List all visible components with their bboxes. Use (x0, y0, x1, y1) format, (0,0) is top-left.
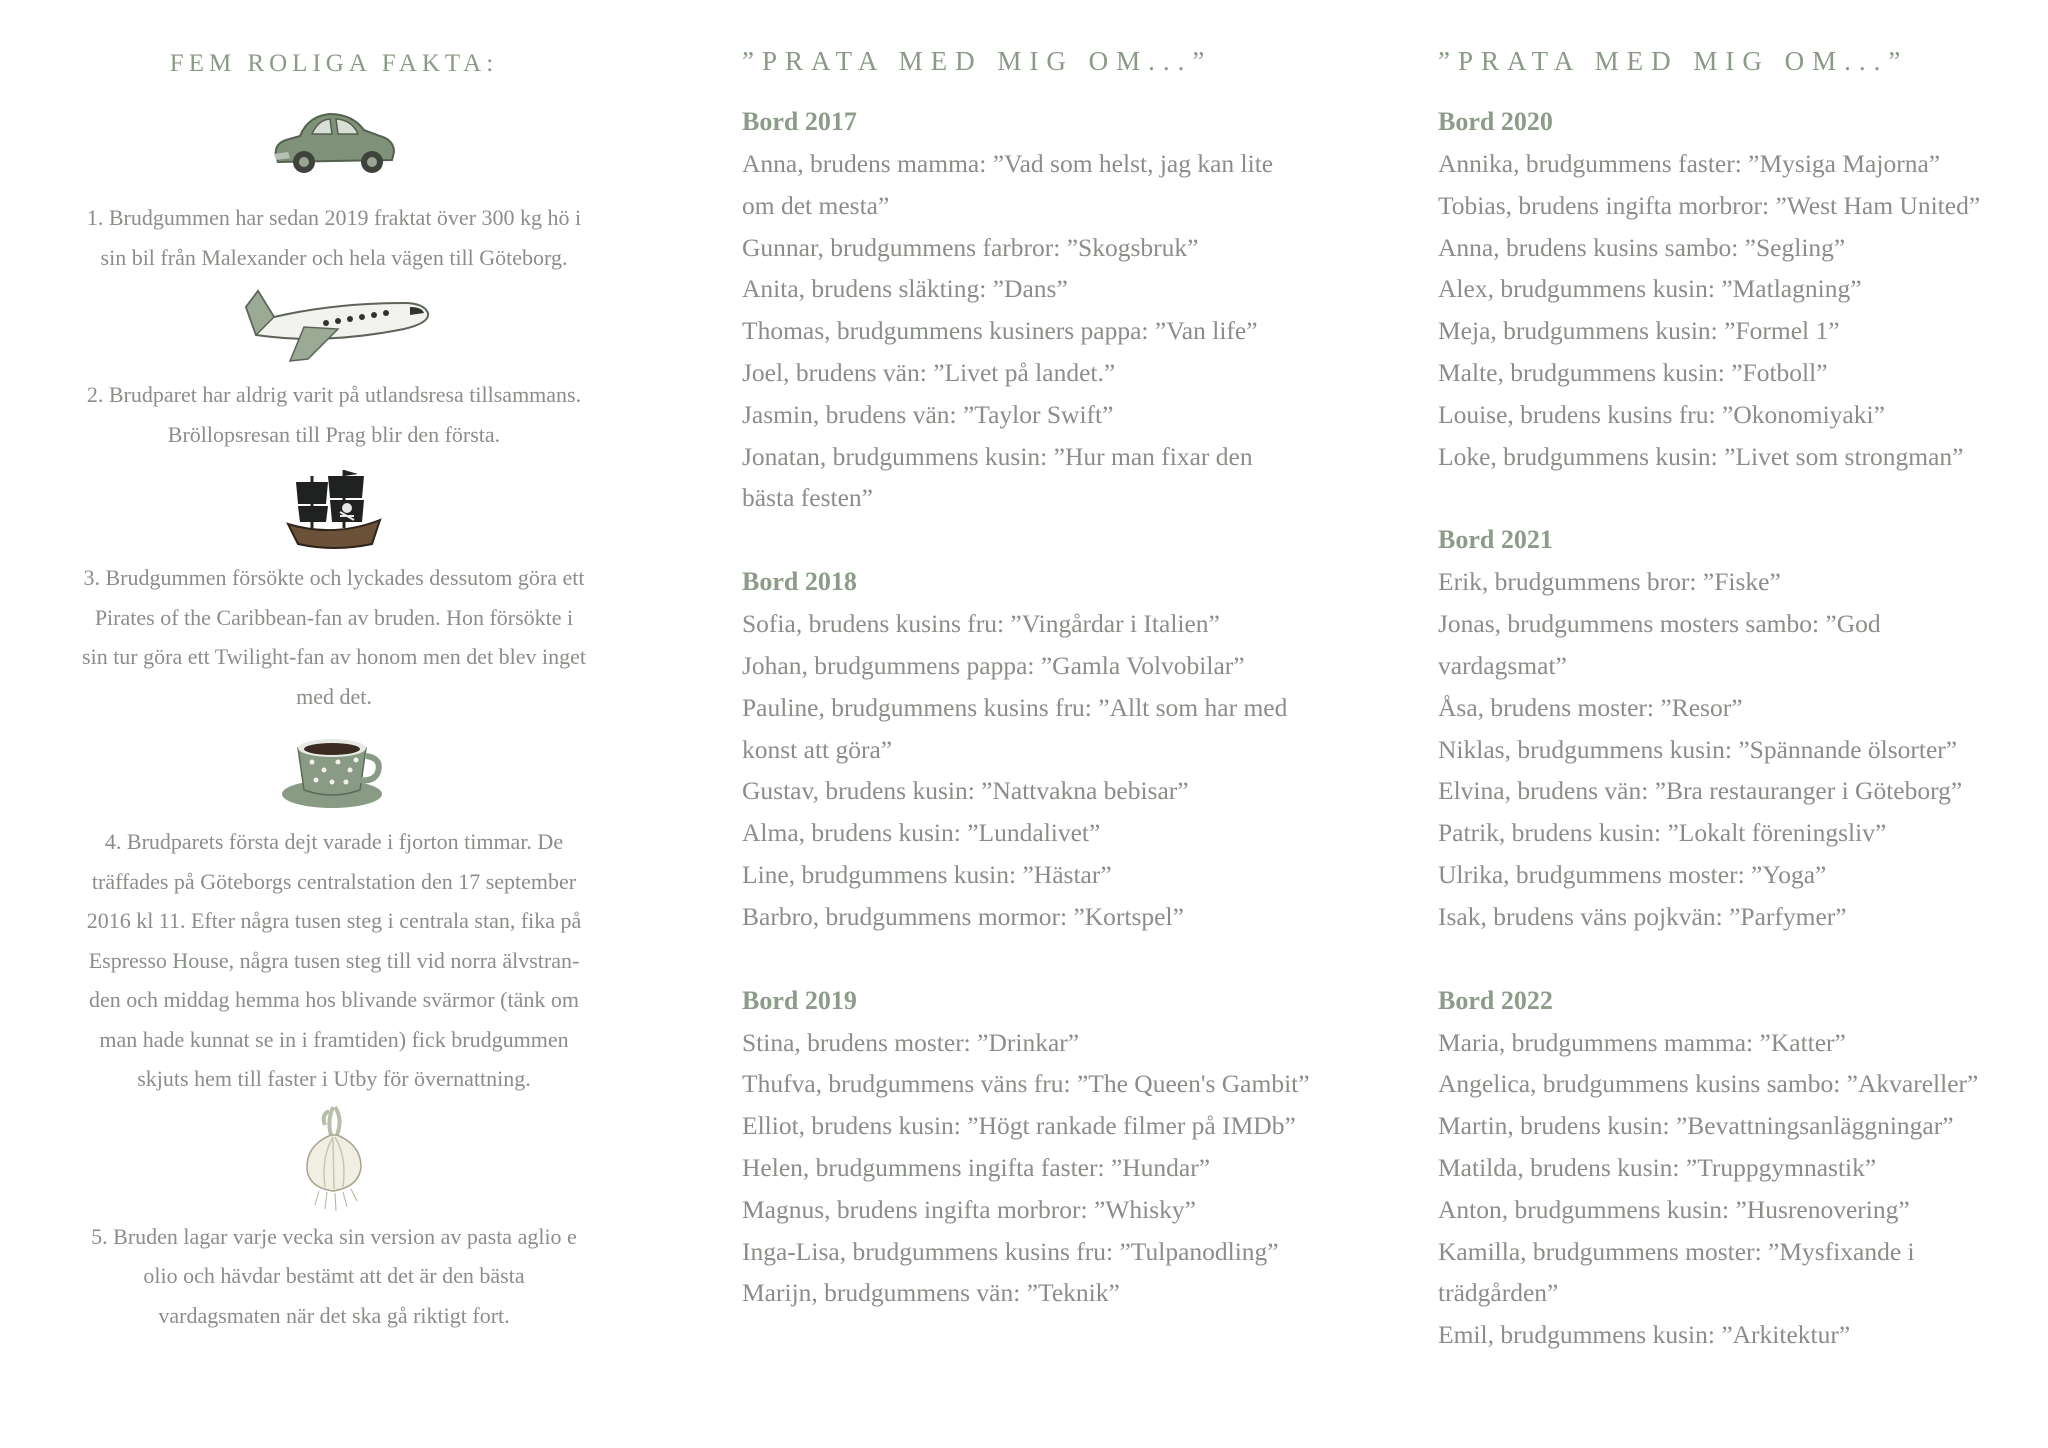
table-title: Bord 2022 (1438, 985, 1553, 1015)
table-title: Bord 2018 (742, 567, 857, 597)
fact-1: 1. Brudgummen har sedan 2019 fraktat över 300 kg hö i sin bil från Malexander och hela vägen till Göteborg. (86, 205, 582, 270)
guest-line: Jasmin, brudens vän: ”Taylor Swift” (742, 399, 1114, 429)
table-group-2020 (1438, 101, 2038, 477)
guest-line: Jonatan, brudgummens kusin: ”Hur man fixar den (742, 441, 1253, 471)
fact-3: 3. Brudgummen försökte och lyckades dessutom göra ett Pirates of the Caribbean-fan av bruden. Hon försökte i sin tur göra ett Twilight-fan av honom men det blev inget med det. (82, 565, 586, 709)
table-group-2019 (742, 980, 1382, 1315)
table-group-2022 (1438, 980, 2038, 1356)
table-group-2017 (742, 101, 1382, 519)
car-icon (44, 108, 624, 190)
guest-line: Niklas, brudgummens kusin: ”Spännande ölsorter” (1438, 734, 1958, 764)
guest-line: Åsa, brudens moster: ”Resor” (1438, 692, 1743, 722)
table-group-2018 (742, 561, 1382, 937)
guest-line: Tobias, brudens ingifta morbror: ”West Ham United” (1438, 190, 1981, 220)
table-title: Bord 2020 (1438, 107, 1553, 136)
table-title: Bord 2019 (742, 985, 857, 1015)
guest-line: Anita, brudens släkting: ”Dans” (742, 274, 1068, 304)
guest-line: Erik, brudgummens bror: ”Fiske” (1438, 567, 1781, 597)
guest-line: Sofia, brudens kusins fru: ”Vingårdar i Italien” (742, 609, 1220, 639)
conversation-column-right (1438, 0, 2038, 1398)
guest-line: Louise, brudens kusins fru: ”Okonomiyaki” (1438, 399, 1885, 429)
guest-line: Joel, brudens vän: ”Livet på landet.” (742, 357, 1116, 387)
guest-line: Matilda, brudens kusin: ”Truppgymnastik” (1438, 1152, 1877, 1182)
coffee-cup-icon (44, 732, 624, 814)
guest-line: Meja, brudgummens kusin: ”Formel 1” (1438, 316, 1840, 346)
guest-line: Magnus, brudens ingifta morbror: ”Whisky” (742, 1194, 1196, 1224)
guest-line: Anton, brudgummens kusin: ”Husrenovering” (1438, 1194, 1910, 1224)
guest-line: Line, brudgummens kusin: ”Hästar” (742, 859, 1112, 889)
guest-line: Thufva, brudgummens väns fru: ”The Queen's Gambit” (742, 1069, 1310, 1099)
guest-line: Gunnar, brudgummens farbror: ”Skogsbruk” (742, 232, 1199, 262)
guest-line: Elvina, brudens vän: ”Bra restauranger i Göteborg” (1438, 776, 1963, 806)
guest-line: Barbro, brudgummens mormor: ”Kortspel” (742, 901, 1184, 931)
guest-line: Helen, brudgummens ingifta faster: ”Hundar” (742, 1152, 1211, 1182)
table-title: Bord 2021 (1438, 525, 1553, 555)
guest-line: Pauline, brudgummens kusins fru: ”Allt som har med (742, 692, 1288, 722)
guest-line: Marijn, brudgummens vän: ”Teknik” (742, 1278, 1120, 1308)
garlic-icon (44, 1101, 624, 1213)
guest-line: Thomas, brudgummens kusiners pappa: ”Van life” (742, 316, 1258, 346)
guest-line: Johan, brudgummens pappa: ”Gamla Volvobilar” (742, 650, 1245, 680)
airplane-icon (44, 283, 624, 367)
guest-line: konst att göra” (742, 734, 893, 764)
guest-line: Ulrika, brudgummens moster: ”Yoga” (1438, 859, 1827, 889)
guest-line: Annika, brudgummens faster: ”Mysiga Majorna” (1438, 149, 1941, 178)
guest-line: Jonas, brudgummens mosters sambo: ”God (1438, 609, 1881, 639)
facts-heading: FEM ROLIGA FAKTA: (169, 50, 499, 77)
guest-line: Alex, brudgummens kusin: ”Matlagning” (1438, 274, 1862, 304)
guest-line: Loke, brudgummens kusin: ”Livet som strongman” (1438, 441, 1964, 471)
guest-line: Maria, brudgummens mamma: ”Katter” (1438, 1027, 1846, 1057)
fact-5: 5. Bruden lagar varje vecka sin version av pasta aglio e olio och hävdar bestämt att det är den bästa vardagsmaten när det ska gå riktigt fort. (91, 1223, 577, 1328)
guest-line: Anna, brudens kusins sambo: ”Segling” (1438, 232, 1846, 262)
guest-line: Isak, brudens väns pojkvän: ”Parfymer” (1438, 901, 1847, 931)
guest-line: Angelica, brudgummens kusins sambo: ”Akvareller” (1438, 1069, 1979, 1099)
guest-line: Stina, brudens moster: ”Drinkar” (742, 1027, 1080, 1057)
guest-line: vardagsmat” (1438, 650, 1567, 680)
table-group-2021 (1438, 519, 2038, 937)
fact-2: 2. Brudparet har aldrig varit på utlandsresa tillsammans. Bröllopsresan till Prag blir den första. (86, 382, 582, 447)
guest-line: om det mesta” (742, 190, 890, 220)
guest-line: Martin, brudens kusin: ”Bevattningsanläggningar” (1438, 1111, 1954, 1141)
guest-line: Anna, brudens mamma: ”Vad som helst, jag kan lite (742, 149, 1274, 178)
guest-line: Malte, brudgummens kusin: ”Fotboll” (1438, 357, 1828, 387)
guest-line: Inga-Lisa, brudgummens kusins fru: ”Tulpanodling” (742, 1236, 1279, 1266)
pirate-ship-icon (44, 468, 624, 552)
guest-line: Elliot, brudens kusin: ”Högt rankade filmer på IMDb” (742, 1111, 1296, 1141)
guest-line: bästa festen” (742, 483, 873, 513)
guest-line: Gustav, brudens kusin: ”Nattvakna bebisar” (742, 776, 1189, 806)
fact-4: 4. Brudparets första dejt varade i fjorton timmar. De träffades på Göteborgs centralstation den 17 september 2016 kl 11. Efter några tusen steg i centrala stan, fika på Espresso House, några tusen steg till vid norra älvstran- den och middag hemma hos blivande svärmor (tänk om man hade kunnat se in i framtiden) fick brudgummen skjuts hem till faster i Utby för övernattning. (86, 829, 582, 1091)
guest-line: Kamilla, brudgummens moster: ”Mysfixande i (1438, 1236, 1915, 1266)
table-title: Bord 2017 (742, 107, 857, 136)
guest-line: trädgården” (1438, 1278, 1559, 1308)
facts-column (44, 0, 624, 1335)
conversation-heading: ”PRATA MED MIG OM...” (742, 46, 1213, 76)
conversation-column-left (742, 0, 1382, 1356)
guest-line: Patrik, brudens kusin: ”Lokalt föreningsliv” (1438, 818, 1887, 848)
guest-line: Emil, brudgummens kusin: ”Arkitektur” (1438, 1320, 1851, 1350)
conversation-heading: ”PRATA MED MIG OM...” (1438, 46, 1909, 76)
guest-line: Alma, brudens kusin: ”Lundalivet” (742, 818, 1101, 848)
